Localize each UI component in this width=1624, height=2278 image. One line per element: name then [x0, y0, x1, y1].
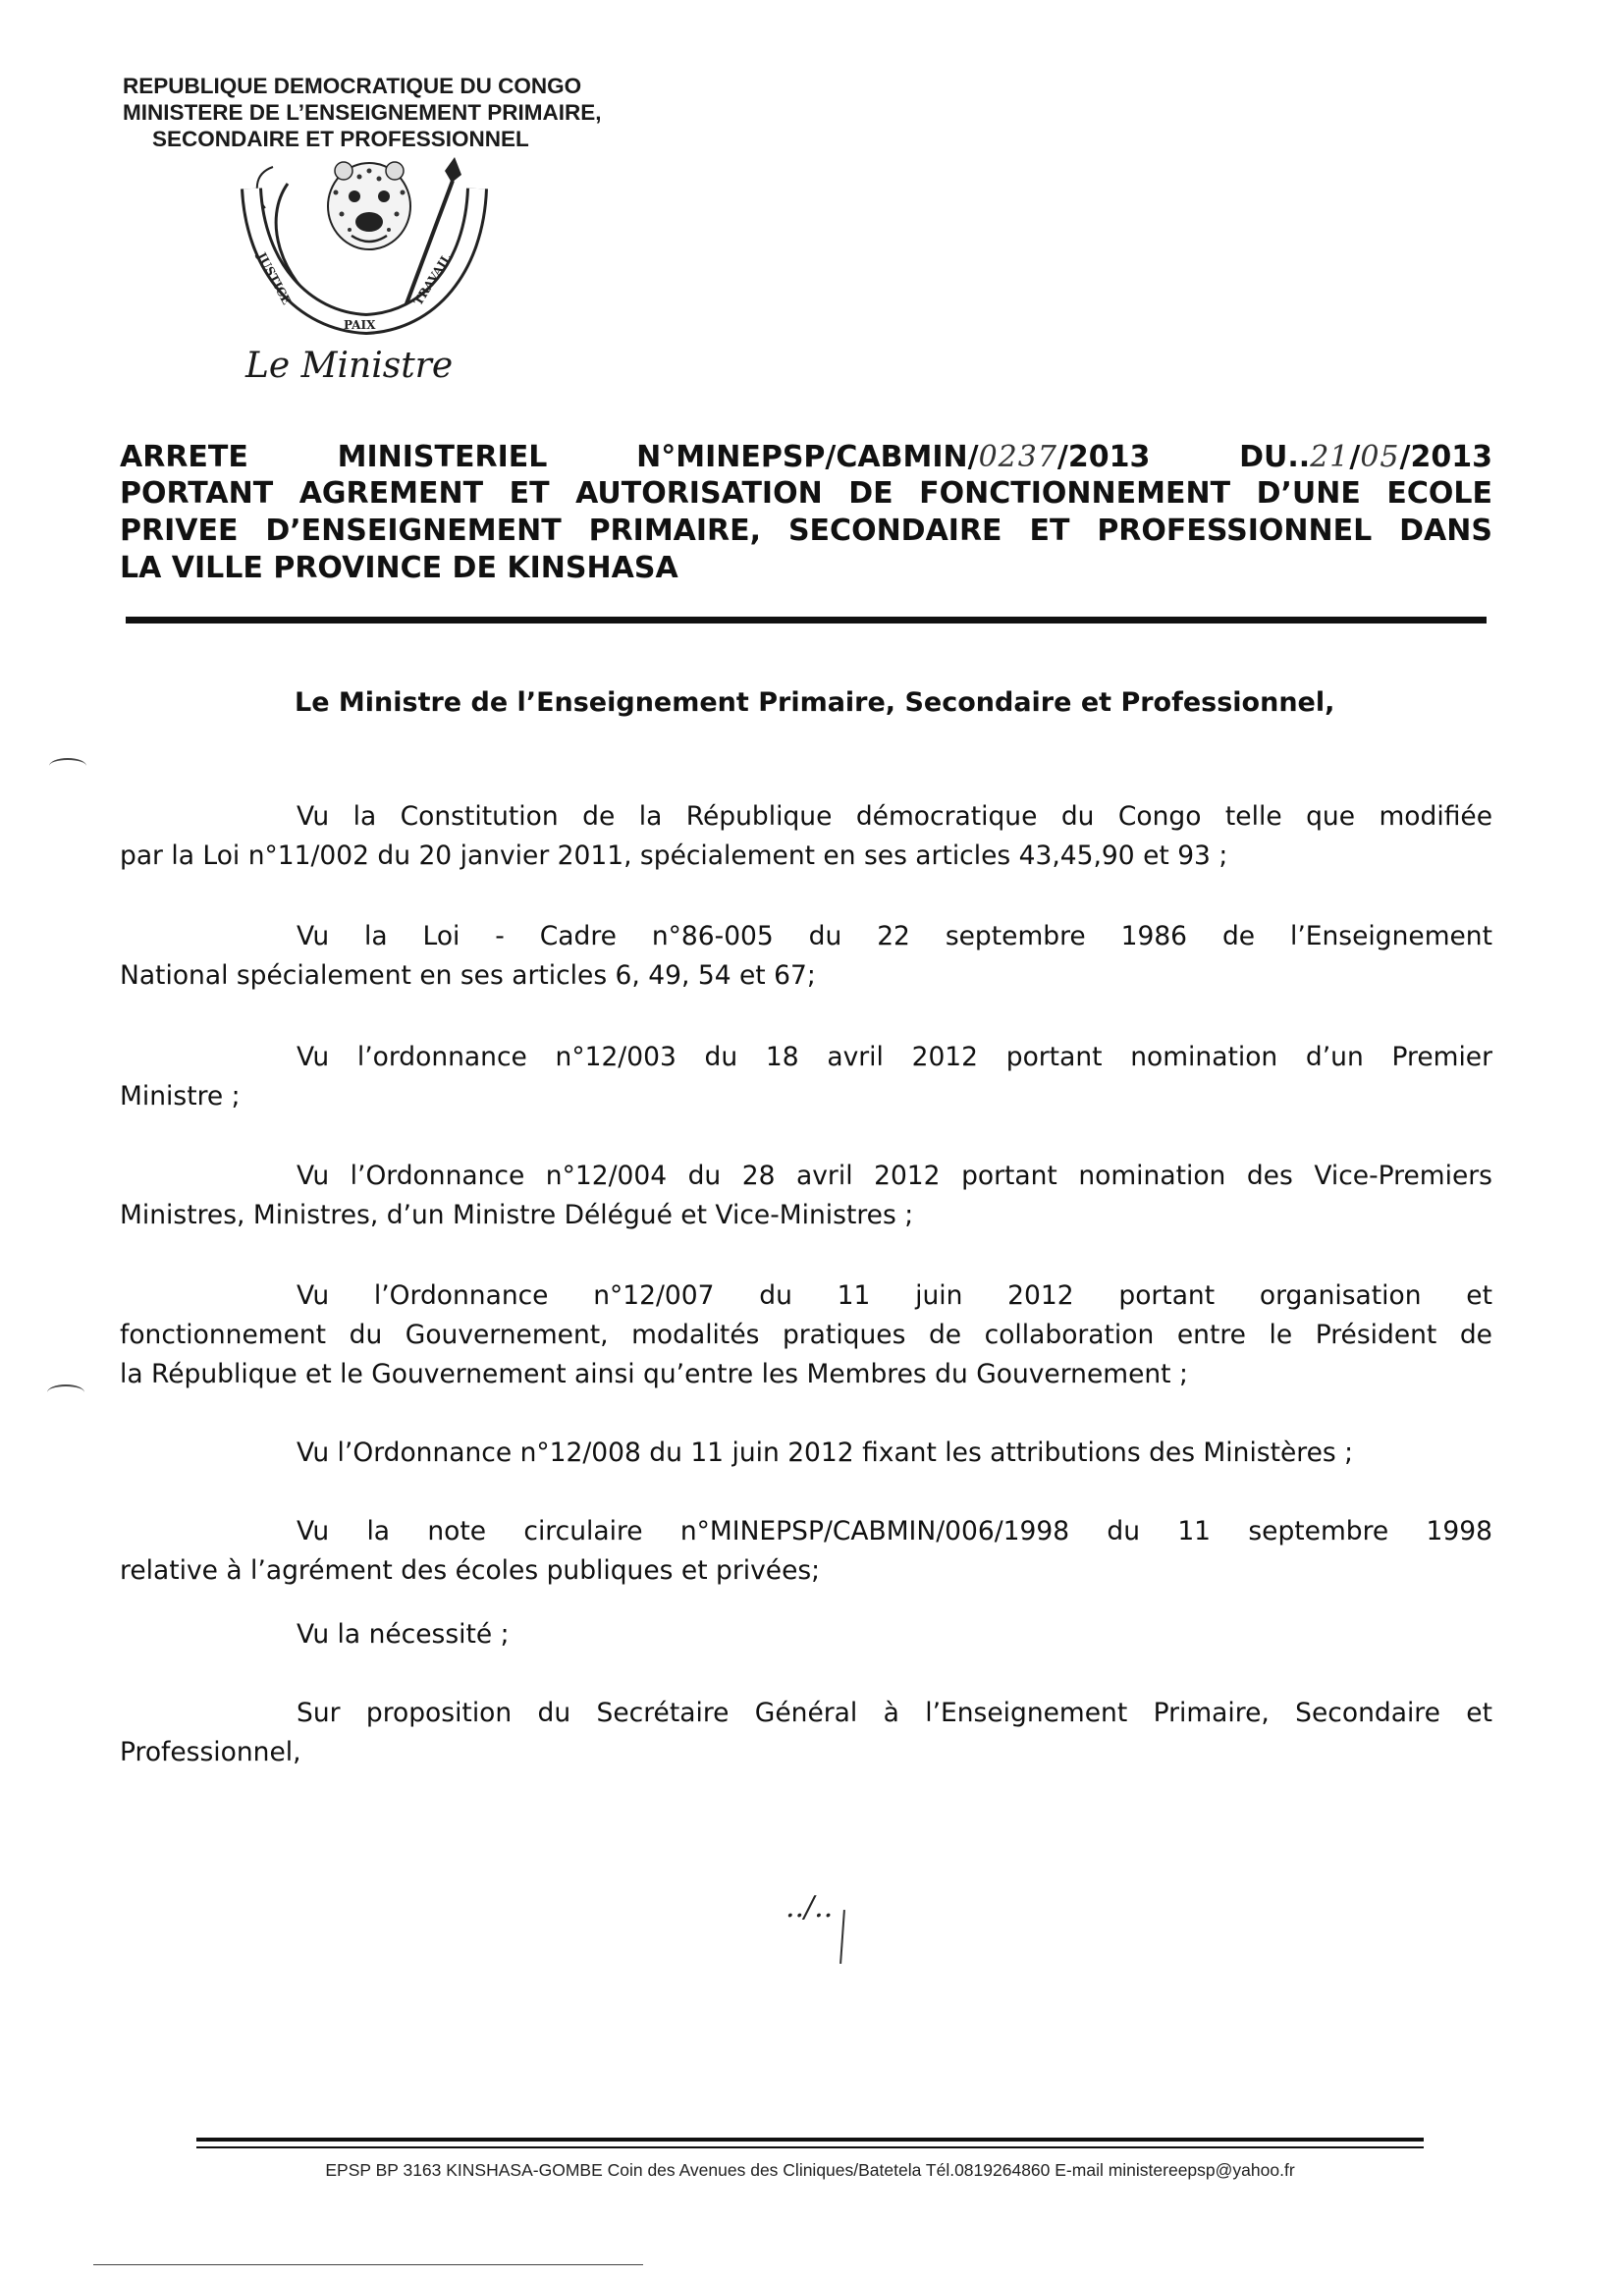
decree-number-handwritten: 0237: [978, 440, 1057, 474]
header-ministry: MINISTERE DE L’ENSEIGNEMENT PRIMAIRE,: [123, 100, 602, 125]
page-continuation-mark: ../..: [785, 1890, 834, 1925]
decree-number: N°MINEPSP/CABMIN/0237/2013: [636, 440, 1151, 474]
paragraph-ordonnance-premier-ministre: [120, 1038, 1492, 1116]
minister-signature-label: Le Ministre: [245, 346, 454, 386]
title-ministeriel: MINISTERIEL: [337, 440, 548, 474]
paragraph-ordonnance-attributions: [120, 1434, 1492, 1473]
text-line: Vu l’Ordonnance n°12/008 du 11 juin 2012 fixant les attributions des Ministères ;: [297, 1437, 1354, 1468]
text-line: Vu la Loi - Cadre n°86-005 du 22 septembre 1986 de l’Enseignement: [297, 921, 1492, 951]
text-line: Ministre ;: [120, 1081, 241, 1112]
title-line-2: PORTANT AGREMENT ET AUTORISATION DE FONCTIONNEMENT D’UNE ECOLE: [120, 476, 1492, 511]
title-line-4: LA VILLE PROVINCE DE KINSHASA: [120, 551, 678, 585]
margin-mark: [49, 758, 86, 774]
decree-title-row: [120, 440, 1492, 474]
text-line: Vu la note circulaire n°MINEPSP/CABMIN/006/1998 du 11 septembre 1998: [297, 1516, 1492, 1546]
paragraph-loi-cadre: [120, 917, 1492, 996]
title-line-3: PRIVEE D’ENSEIGNEMENT PRIMAIRE, SECONDAIRE ET PROFESSIONNEL DANS: [120, 514, 1492, 548]
text-line: Professionnel,: [120, 1737, 301, 1767]
text-line: Vu la nécessité ;: [297, 1619, 510, 1650]
decree-month-handwritten: 05: [1360, 440, 1400, 474]
seal-word-travail: TRAVAIL: [410, 251, 454, 308]
text-line: par la Loi n°11/002 du 20 janvier 2011, spécialement en ses articles 43,45,90 et 93 ;: [120, 841, 1228, 871]
decree-date: DU..21/05/2013: [1239, 440, 1492, 474]
text-line: relative à l’agrément des écoles publiques et privées;: [120, 1555, 821, 1586]
text-line: Vu la Constitution de la République démocratique du Congo telle que modifiée: [297, 801, 1492, 832]
text-line: fonctionnement du Gouvernement, modalités pratiques de collaboration entre le Président de: [120, 1320, 1492, 1350]
text-line: la République et le Gouvernement ainsi qu’entre les Membres du Gouvernement ;: [120, 1359, 1188, 1389]
paragraph-ordonnance-gouvernement: [120, 1276, 1492, 1394]
leopard-head-icon: [328, 162, 410, 249]
paragraph-ordonnance-ministres: [120, 1157, 1492, 1235]
header-ministry-cont: SECONDAIRE ET PROFESSIONNEL: [152, 127, 529, 151]
paragraph-note-circulaire: [120, 1512, 1492, 1591]
paragraph-necessite: [120, 1615, 1492, 1654]
text-line: Ministres, Ministres, d’un Ministre Délégué et Vice-Ministres ;: [120, 1200, 914, 1230]
footer-address: EPSP BP 3163 KINSHASA-GOMBE Coin des Avenues des Cliniques/Batetela Tél.0819264860 E-mail ministereepsp@yahoo.fr: [325, 2160, 1295, 2180]
minister-heading: Le Ministre de l’Enseignement Primaire, Secondaire et Professionnel,: [295, 687, 1335, 718]
title-arrete: ARRETE: [120, 440, 248, 474]
text-line: Vu l’Ordonnance n°12/007 du 11 juin 2012 portant organisation et: [297, 1280, 1492, 1311]
decree-day-handwritten: 21: [1310, 440, 1350, 474]
coat-of-arms-seal: [234, 149, 489, 346]
text-line: Sur proposition du Secrétaire Général à l’Enseignement Primaire, Secondaire et: [297, 1698, 1492, 1728]
paragraph-proposition: [120, 1694, 1492, 1772]
text-line: Vu l’Ordonnance n°12/004 du 28 avril 2012 portant nomination des Vice-Premiers: [297, 1161, 1492, 1191]
title-divider: [126, 617, 1487, 624]
seal-word-paix: PAIX: [344, 318, 376, 332]
text-line: National spécialement en ses articles 6, 49, 54 et 67;: [120, 960, 816, 991]
header-republic: REPUBLIQUE DEMOCRATIQUE DU CONGO: [123, 74, 582, 98]
scan-edge-line: [93, 2264, 643, 2265]
text-line: Vu l’ordonnance n°12/003 du 18 avril 2012 portant nomination d’un Premier: [297, 1042, 1492, 1072]
footer-divider-thin: [196, 2146, 1424, 2148]
footer-divider: [196, 2138, 1424, 2142]
page-continuation-tick: [839, 1910, 845, 1964]
margin-mark: [47, 1384, 84, 1400]
seal-word-justice: JUSTICE: [254, 249, 294, 307]
paragraph-constitution: [120, 797, 1492, 876]
